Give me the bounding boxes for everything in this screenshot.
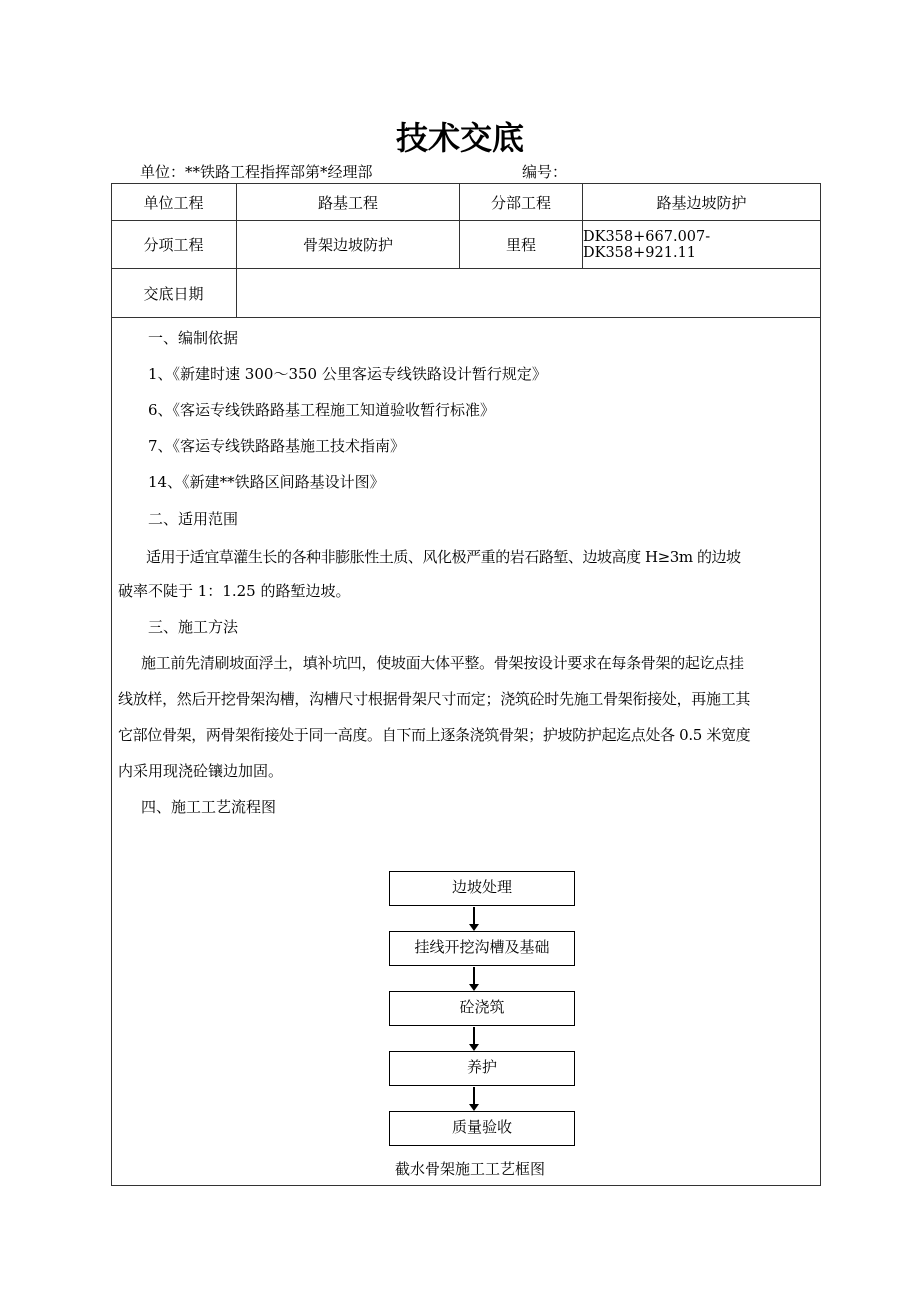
reference-item: 7、《客运专线铁路路基施工技术指南》 bbox=[148, 437, 406, 455]
cell-value: 路基边坡防护 bbox=[656, 193, 747, 212]
number-label: 编号： bbox=[522, 163, 568, 181]
flow-step: 边坡处理 bbox=[389, 871, 575, 906]
flow-step: 挂线开挖沟槽及基础 bbox=[389, 931, 575, 966]
document-title: 技术交底 bbox=[395, 119, 524, 157]
paragraph-line: 线放样，然后开挖骨架沟槽，沟槽尺寸根据骨架尺寸而定；浇筑砼时先施工骨架衔接处，再施工其 bbox=[118, 690, 751, 708]
unit-label: 单位：**铁路工程指挥部第*经理部 bbox=[140, 163, 373, 181]
paragraph-line: 内采用现浇砼镶边加固。 bbox=[118, 762, 284, 780]
cell-value: DK358+667.007-DK358+921.11 bbox=[583, 228, 711, 261]
section-heading: 一、编制依据 bbox=[148, 329, 239, 347]
paragraph-line: 适用于适宜草灌生长的各种非膨胀性土质、风化极严重的岩石路堑、边坡高度 H≥3m 的边坡 bbox=[146, 548, 741, 566]
paragraph-line: 它部位骨架，两骨架衔接处于同一高度。自下而上逐条浇筑骨架；护坡防护起迄点处各 0.5 米宽度 bbox=[118, 726, 751, 744]
section-heading: 四、施工工艺流程图 bbox=[141, 798, 277, 816]
cell-label: 分部工程 bbox=[490, 193, 551, 212]
flowchart-caption: 截水骨架施工工艺框图 bbox=[395, 1160, 546, 1178]
reference-item: 6、《客运专线铁路路基工程施工知道验收暂行标准》 bbox=[148, 401, 496, 419]
cell-value: 路基工程 bbox=[317, 193, 378, 212]
paragraph-line: 施工前先清刷坡面浮土，填补坑凹，使坡面大体平整。骨架按设计要求在每条骨架的起讫点挂 bbox=[141, 654, 744, 672]
cell-label: 单位工程 bbox=[143, 193, 204, 212]
arrow-down-icon bbox=[473, 907, 475, 929]
flow-step: 砼浇筑 bbox=[389, 991, 575, 1026]
cell-label: 分项工程 bbox=[143, 236, 204, 254]
flow-step: 质量验收 bbox=[389, 1111, 575, 1146]
arrow-down-icon bbox=[473, 1027, 475, 1049]
cell-value bbox=[237, 269, 820, 317]
cell-label: 交底日期 bbox=[143, 284, 204, 303]
reference-item: 1、《新建时速 300～350 公里客运专线铁路设计暂行规定》 bbox=[148, 365, 547, 383]
arrow-down-icon bbox=[473, 967, 475, 989]
reference-item: 14、《新建**铁路区间路基设计图》 bbox=[148, 473, 385, 491]
section-heading: 二、适用范围 bbox=[148, 510, 239, 528]
cell-value: 骨架边坡防护 bbox=[302, 236, 393, 254]
section-heading: 三、施工方法 bbox=[148, 618, 239, 636]
flow-step: 养护 bbox=[389, 1051, 575, 1086]
arrow-down-icon bbox=[473, 1087, 475, 1109]
paragraph-line: 破率不陡于 1：1.25 的路堑边坡。 bbox=[118, 582, 351, 600]
cell-label: 里程 bbox=[505, 236, 536, 254]
